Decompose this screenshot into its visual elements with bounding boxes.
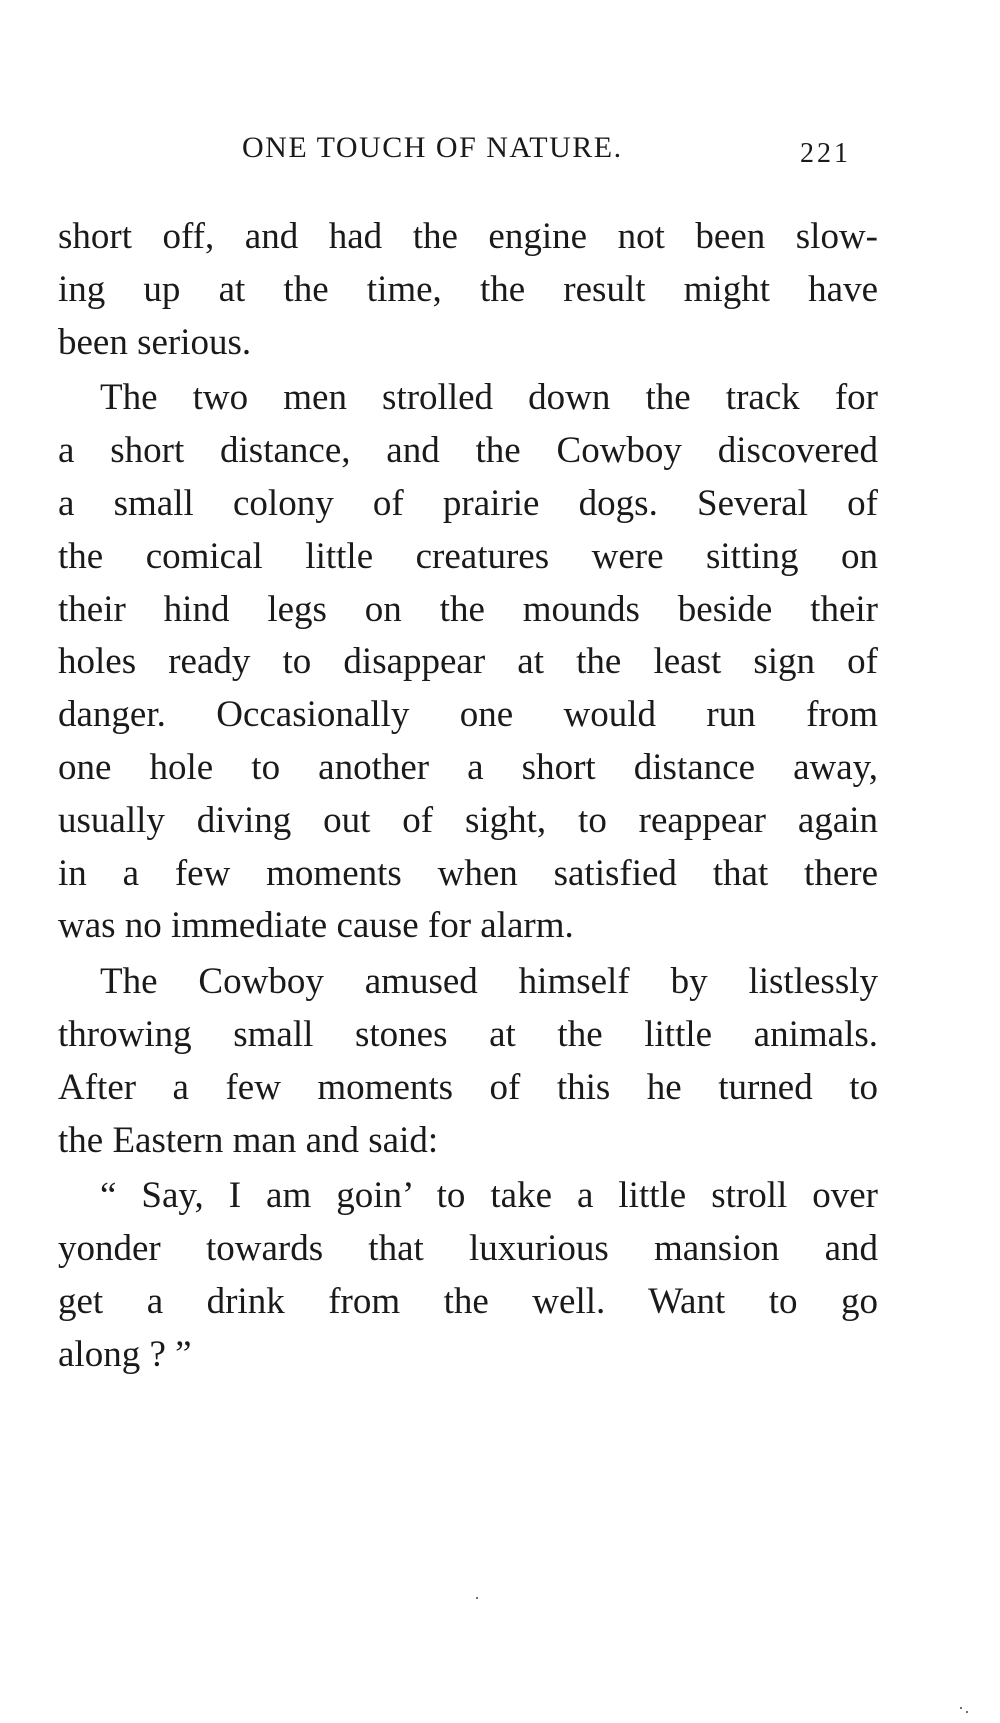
paragraph: [58, 211, 878, 369]
text-line: their hind legs on the mounds beside their: [58, 588, 878, 630]
text-line: usually diving out of sight, to reappear again: [58, 799, 878, 841]
paragraph: [58, 372, 878, 953]
text-line: a short distance, and the Cowboy discovered: [58, 430, 878, 472]
text-line: was no immediate cause for alarm.: [58, 905, 574, 947]
text-line: a small colony of prairie dogs. Several of: [58, 482, 878, 524]
print-speck: [476, 1597, 478, 1599]
text-line: danger. Occasionally one would run from: [58, 694, 878, 736]
running-head: [0, 128, 1000, 168]
text-line: get a drink from the well. Want to go: [58, 1280, 878, 1322]
text-line: ing up at the time, the result might have: [58, 268, 878, 310]
text-line: throwing small stones at the little animals.: [58, 1013, 878, 1055]
text-line: “ Say, I am goin’ to take a little stroll over: [100, 1175, 878, 1217]
text-line: The Cowboy amused himself by listlessly: [100, 961, 878, 1003]
text-line: the comical little creatures were sitting on: [58, 535, 878, 577]
text-line: in a few moments when satisfied that there: [58, 852, 878, 894]
text-line: After a few moments of this he turned to: [58, 1066, 878, 1108]
text-line: The two men strolled down the track for: [100, 377, 878, 419]
text-line: short off, and had the engine not been slow-: [58, 216, 878, 257]
text-line: one hole to another a short distance away,: [58, 746, 878, 788]
text-line: holes ready to disappear at the least sign of: [58, 641, 878, 683]
body-text: [58, 211, 878, 1382]
paragraph: [58, 956, 878, 1167]
running-title: ONE TOUCH OF NATURE.: [242, 131, 623, 164]
print-speck: [960, 1707, 962, 1709]
page-number: 221: [800, 138, 851, 169]
text-line: been serious.: [58, 321, 252, 363]
print-speck: [966, 1711, 968, 1713]
text-line: along ? ”: [58, 1333, 192, 1375]
text-line: yonder towards that luxurious mansion and: [58, 1228, 878, 1270]
paragraph: [58, 1170, 878, 1381]
text-line: the Eastern man and said:: [58, 1119, 439, 1161]
